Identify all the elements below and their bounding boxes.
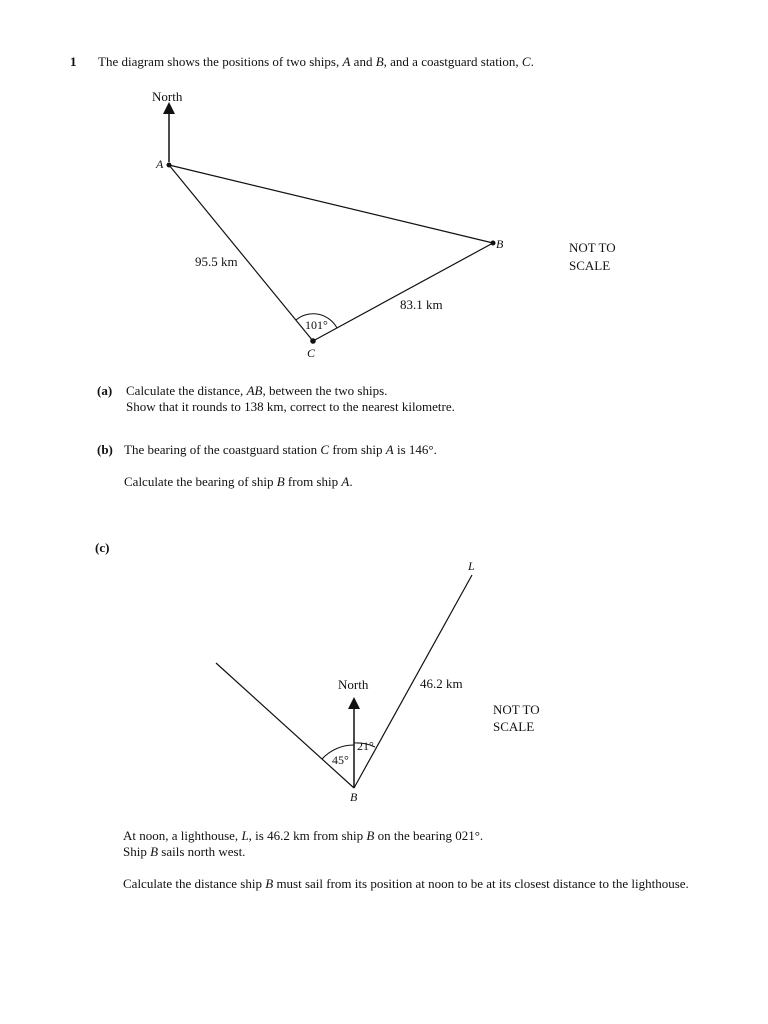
part-c-line1: At noon, a lighthouse, L, is 46.2 km from ship B on the bearing 021°. xyxy=(123,828,484,843)
scale-note-line2: SCALE xyxy=(569,258,611,273)
angle-45-label: 45° xyxy=(332,753,349,767)
length-bc-label: 83.1 km xyxy=(400,297,443,312)
angle-c-label: 101° xyxy=(305,318,328,332)
angle-21-label: 21° xyxy=(357,739,374,753)
part-a-line1: Calculate the distance, AB, between the two ships. xyxy=(126,383,388,398)
part-c-label: (c) xyxy=(95,540,110,555)
label-a: A xyxy=(156,157,164,171)
part-b-line1: The bearing of the coastguard station C from ship A is 146°. xyxy=(124,442,437,457)
north-label-c: North xyxy=(338,677,369,692)
north-label: North xyxy=(152,89,183,104)
label-c: C xyxy=(307,346,316,360)
part-c-line2: Ship B sails north west. xyxy=(123,844,246,859)
question-number: 1 xyxy=(70,54,77,69)
part-a-line2: Show that it rounds to 138 km, correct to the nearest kilometre. xyxy=(126,399,455,414)
label-b: B xyxy=(496,237,504,251)
part-b-line2: Calculate the bearing of ship B from ship A. xyxy=(124,474,353,489)
label-l: L xyxy=(468,559,475,573)
scale-note-c-line2: SCALE xyxy=(493,719,535,734)
part-b-label: (b) xyxy=(97,442,113,457)
part-c-line3: Calculate the distance ship B must sail from its position at noon to be at its closest distance to the lighthouse. xyxy=(123,876,689,891)
question-intro: The diagram shows the positions of two ships, A and B, and a coastguard station, C. xyxy=(98,54,534,69)
scale-note-c-line1: NOT TO xyxy=(493,702,540,717)
length-bl-label: 46.2 km xyxy=(420,676,463,691)
part-a-label: (a) xyxy=(97,383,113,398)
length-ac-label: 95.5 km xyxy=(195,254,238,269)
line-northwest xyxy=(216,663,354,788)
label-b-c: B xyxy=(350,790,358,804)
scale-note-line1: NOT TO xyxy=(569,240,616,255)
